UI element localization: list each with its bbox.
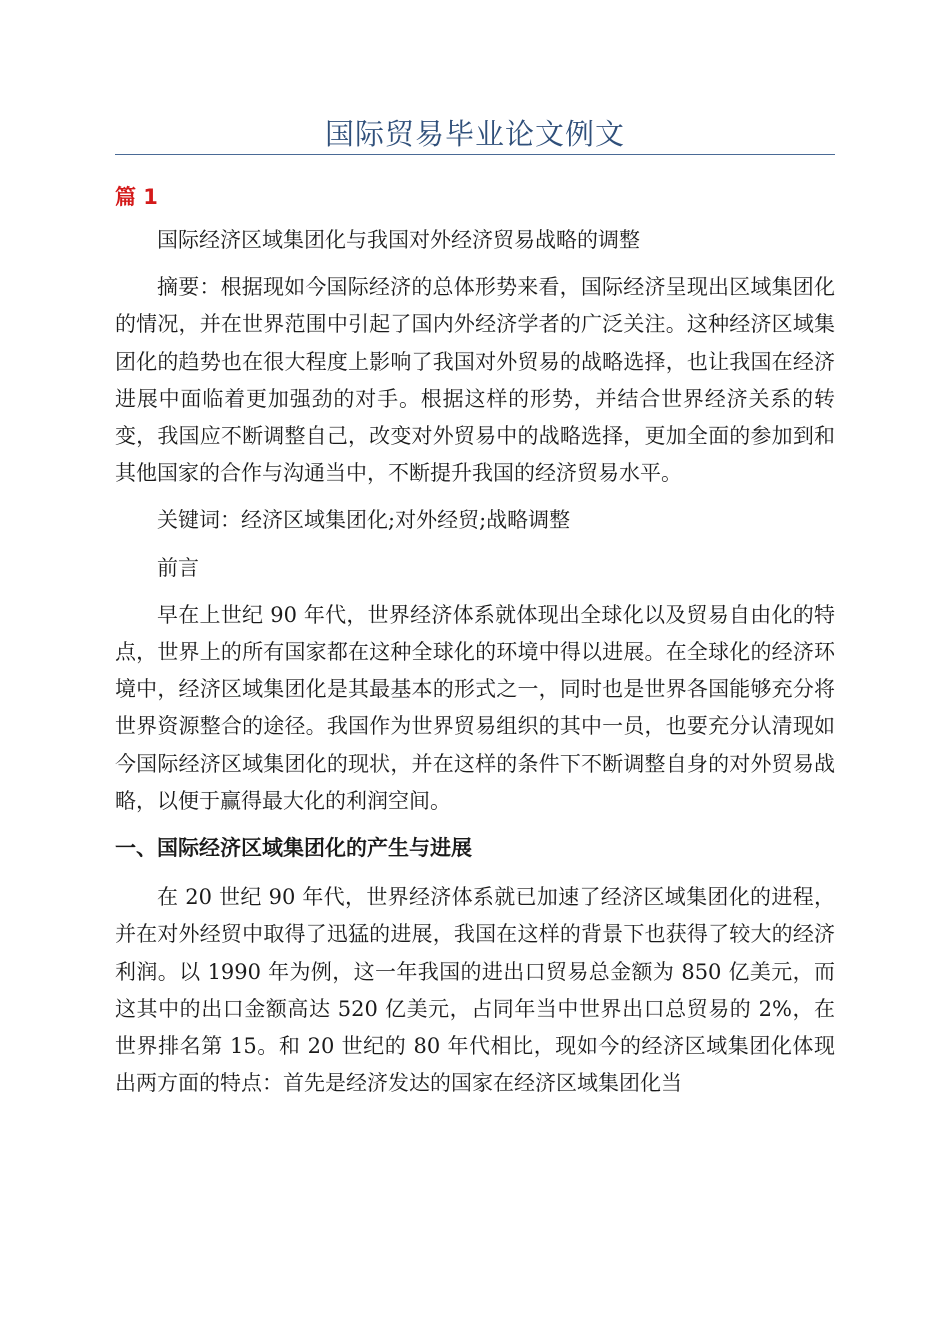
preface-paragraph: 早在上世纪 90 年代，世界经济体系就体现出全球化以及贸易自由化的特点，世界上的所有国家都在这种全球化的环境中得以进展。在全球化的经济环境中，经济区域集团化是其最基本的形式之一，同时也是世界各国能够充分将世界资源整合的途径。我国作为世界贸易组织的其中一员，也要充分认清现如今国际经济区域集团化的现状，并在这样的条件下不断调整自身的对外贸易战略，以便于赢得最大化的利润空间。 [115,602,835,813]
document-body [115,222,835,1112]
keywords-paragraph: 关键词：经济区域集团化;对外经贸;战略调整 [157,508,571,533]
section-label: 篇 1 [115,185,158,209]
document-title: 国际贸易毕业论文例文 [324,117,625,151]
section-paragraph: 在 20 世纪 90 年代，世界经济体系就已加速了经济区域集团化的进程，并在对外经贸中取得了迅猛的进展，我国在这样的背景下也获得了较大的经济利润。以 1990 年为例，这一年我国的进出口贸易总金额为 850 亿美元，而这其中的出口金额高达 520 亿美元，占同年当中世界出口总贸易的 2%，在世界排名第 15。和 20 世纪的 80 年代相比，现如今的经济区域集团化体现出两方面的特点：首先是经济发达的国家在经济区域集团化当 [115,885,835,1096]
section-heading: 一、国际经济区域集团化的产生与进展 [115,836,472,861]
preface-heading: 前言 [157,555,199,580]
paper-subtitle: 国际经济区域集团化与我国对外经济贸易战略的调整 [157,228,640,252]
abstract-paragraph: 摘要：根据现如今国际经济的总体形势来看，国际经济呈现出区域集团化的情况，并在世界范围中引起了国内外经济学者的广泛关注。这种经济区域集团化的趋势也在很大程度上影响了我国对外贸易的战略选择，也让我国在经济进展中面临着更加强劲的对手。根据这样的形势，并结合世界经济关系的转变，我国应不断调整自己，改变对外贸易中的战略选择，更加全面的参加到和其他国家的合作与沟通当中，不断提升我国的经济贸易水平。 [115,275,835,486]
title-underline [115,154,835,155]
